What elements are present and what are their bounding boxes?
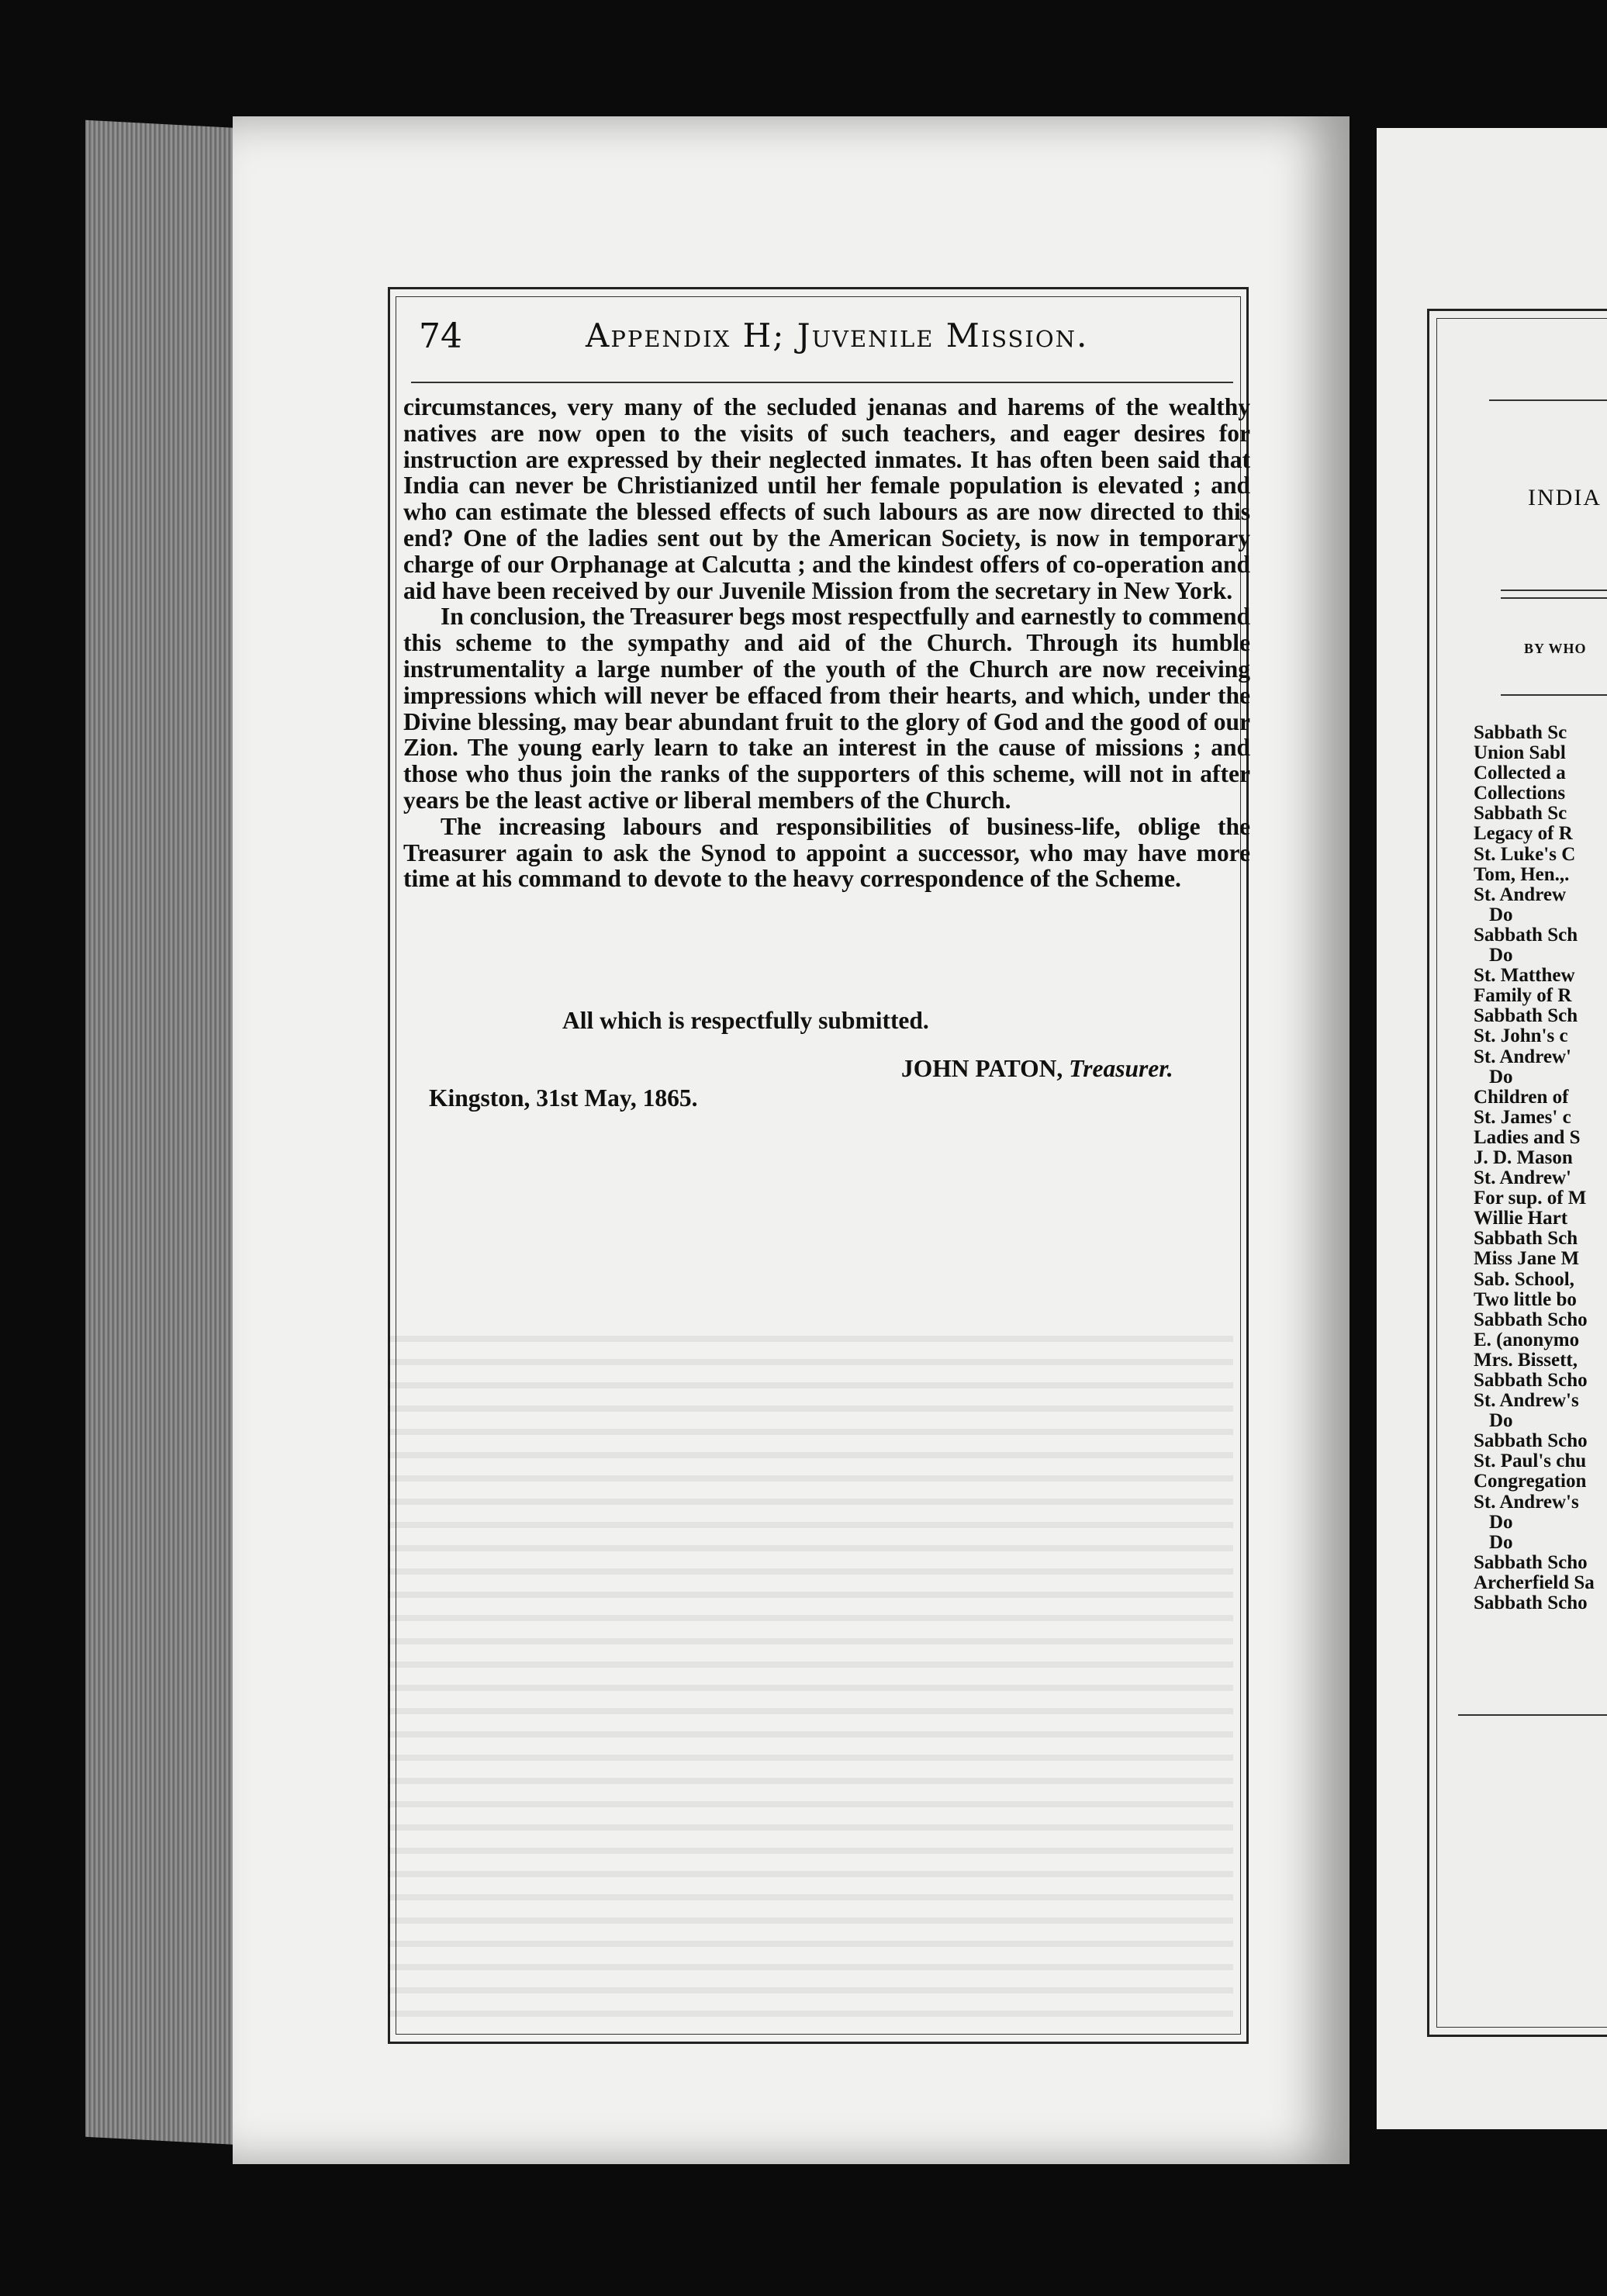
list-item: St. James' c	[1474, 1106, 1571, 1128]
list-item: Legacy of R	[1474, 823, 1573, 845]
list-item: Do	[1489, 1066, 1513, 1087]
signature	[901, 1055, 1173, 1083]
list-item: St. Andrew'	[1474, 1046, 1571, 1067]
list-item: Collected a	[1474, 762, 1566, 784]
right-page-subheading: BY WHO	[1524, 641, 1587, 656]
list-item: Sabbath Sc	[1474, 803, 1567, 825]
list-item: St. Luke's C	[1474, 843, 1576, 865]
list-item: Do	[1489, 1511, 1513, 1533]
list-item: Archerfield Sa	[1474, 1572, 1595, 1593]
list-item: Ladies and S	[1474, 1126, 1581, 1148]
right-page-rule	[1458, 1714, 1607, 1716]
list-item: Do	[1489, 904, 1513, 925]
list-item: Miss Jane M	[1474, 1248, 1580, 1270]
signature-name: JOHN PATON,	[901, 1055, 1063, 1082]
paragraph-2: In conclusion, the Treasurer begs most respectfully and earnestly to commend this scheme to the sympathy and aid of the Church. Through its humble instrumentality a large number of the youth of the Church are now receiving impressions which will never be effaced from their hearts, and which, under the Divine blessing, may bear abundant fruit to the glory of God and the good of our Zion. The young early learn to take an interest in the cause of missions ; and those who thus join the ranks of the supporters of this scheme, will not in after years be the least active or liberal members of the Church.	[403, 603, 1250, 814]
list-item: Union Sabl	[1474, 742, 1566, 764]
list-item: E. (anonymo	[1474, 1329, 1580, 1350]
list-item: St. Andrew's	[1474, 1390, 1579, 1412]
running-title: Appendix H; Juvenile Mission.	[586, 316, 1089, 354]
list-item: Sabbath Sch	[1474, 1005, 1578, 1027]
right-page-rule	[1501, 597, 1607, 599]
paragraph-3: The increasing labours and responsibilities of business-life, oblige the Treasurer again to ask the Synod to appoint a successor, who may have more time at his command to devote to the heavy correspondence of the Scheme.	[403, 812, 1250, 893]
right-page-rule	[1501, 590, 1607, 591]
list-item: St. Paul's chu	[1474, 1451, 1587, 1472]
list-item: Sabbath Scho	[1474, 1370, 1588, 1391]
list-item: St. John's c	[1474, 1025, 1568, 1047]
place-date: Kingston, 31st May, 1865.	[429, 1084, 698, 1112]
list-item: Sabbath Scho	[1474, 1592, 1588, 1614]
signature-role: Treasurer.	[1069, 1055, 1173, 1082]
list-item: For sup. of M	[1474, 1188, 1587, 1209]
list-item: St. Andrew'	[1474, 1167, 1571, 1189]
list-item: Sabbath Sch	[1474, 1228, 1578, 1250]
list-item: Do	[1489, 1531, 1513, 1553]
list-item: Sabbath Scho	[1474, 1551, 1588, 1573]
list-item: Sab. School,	[1474, 1268, 1574, 1290]
right-page-rule	[1489, 399, 1607, 401]
list-item: Two little bo	[1474, 1288, 1577, 1310]
running-header	[419, 310, 1233, 372]
list-item: Sabbath Sch	[1474, 924, 1578, 946]
paragraph-1: circumstances, very many of the secluded jenanas and harems of the wealthy natives are now open to the visits of such teachers, and eager desires for instruction are expressed by their neglected inmates. It has often been said that India can never be Christianized until her female population is elevated ; and who can estimate the blessed effects of such labours as are now directed to this end? One of the ladies sent out by the American Society, is now in temporary charge of our Orphanage at Calcutta ; and the kindest offers of co-operation and aid have been received by our Juvenile Mission from the secretary in New York.	[403, 393, 1250, 604]
list-item: Congregation	[1474, 1471, 1587, 1492]
show-through-text	[388, 1319, 1233, 2017]
list-item: Collections	[1474, 783, 1566, 804]
contributor-list	[1474, 723, 1607, 1613]
list-item: J. D. Mason	[1474, 1146, 1573, 1168]
list-item: Sabbath Scho	[1474, 1309, 1588, 1330]
list-item: St. Andrew's	[1474, 1491, 1579, 1513]
body-text	[403, 394, 1250, 892]
list-item: Children of	[1474, 1086, 1569, 1108]
list-item: Sabbath Scho	[1474, 1430, 1588, 1452]
list-item: Sabbath Sc	[1474, 723, 1567, 743]
list-item: Mrs. Bissett,	[1474, 1349, 1578, 1371]
list-item: Do	[1489, 1410, 1513, 1432]
book-edge	[85, 120, 240, 2145]
right-page-rule	[1501, 694, 1607, 696]
list-item: Do	[1489, 945, 1513, 966]
right-page-heading: INDIA	[1528, 485, 1602, 510]
list-item: St. Matthew	[1474, 965, 1575, 987]
list-item: Tom, Hen.,.	[1474, 863, 1570, 885]
list-item: Willie Hart	[1474, 1208, 1568, 1229]
closing-line: All which is respectfully submitted.	[562, 1007, 929, 1034]
page-number: 74	[419, 316, 462, 356]
header-rule	[411, 382, 1233, 383]
list-item: Family of R	[1474, 985, 1572, 1007]
list-item: St. Andrew	[1474, 883, 1567, 905]
